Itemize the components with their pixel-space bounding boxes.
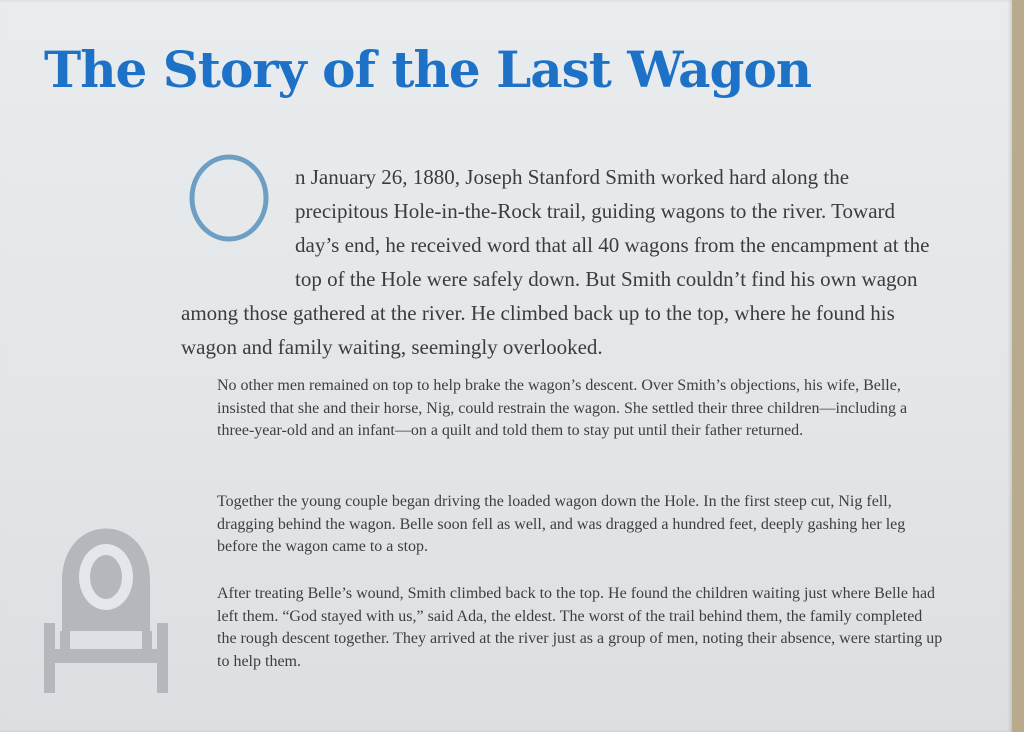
lead-text: n January 26, 1880, Joseph Stanford Smith worked hard along the precipitous Hole-in-the-Rock trail, guiding wagons to the river. Toward day’s end, he received word that all 40 wagons from the encampment at the top of the Hole were safely down. But Smith couldn’t find his own wagon among those gathered at the river. He climbed back up to the top, where he found his wagon and family waiting, seemingly overlooked. — [181, 165, 930, 359]
body-paragraph-1: No other men remained on top to help brake the wagon’s descent. Over Smith’s objections, his wife, Belle, insisted that she and their horse, Nig, could restrain the wagon. She settled their three children—including a three-year-old and an infant—on a quilt and told them to stay put until their father returned. — [217, 377, 908, 440]
covered-wagon-icon — [44, 519, 168, 694]
body-paragraph-3: After treating Belle’s wound, Smith climbed back to the top. He found the children waiting just where Belle had left them. “God stayed with us,” said Ada, the eldest. The worst of the trail behind them, the family completed the rough descent together. They arrived at the river just as a group of men, noting their absence, were starting up to help them. — [217, 585, 943, 670]
lead-paragraph — [181, 160, 941, 364]
panel-title: The Story of the Last Wagon — [44, 40, 812, 99]
body-paragraph-2: Together the young couple began driving the loaded wagon down the Hole. In the first steep cut, Nig fell, dragging behind the wagon. Belle soon fell as well, and was dragged a hundred feet, deeply gashing her leg before the wagon came to a stop. — [217, 493, 906, 556]
